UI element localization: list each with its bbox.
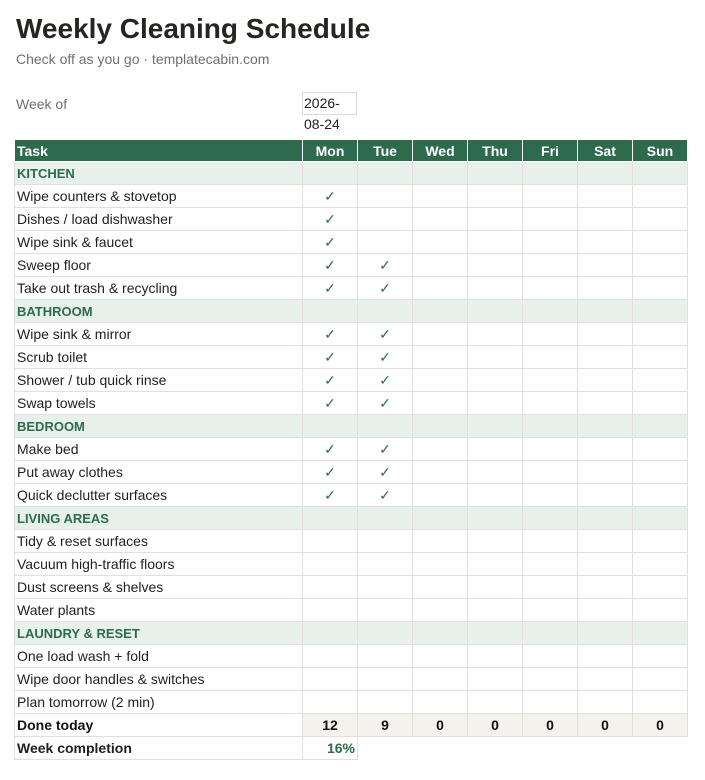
task-label: Sweep floor xyxy=(15,254,303,277)
check-cell-sun[interactable] xyxy=(633,369,688,392)
day-header-fri: Fri xyxy=(523,140,578,162)
day-header-wed: Wed xyxy=(413,140,468,162)
task-row xyxy=(15,438,688,461)
check-cell-tue[interactable] xyxy=(358,208,413,231)
check-cell-tue[interactable] xyxy=(358,392,413,415)
section-cell xyxy=(413,162,468,185)
done-count-fri: 0 xyxy=(523,714,578,737)
checkmark-icon: ✓ xyxy=(324,187,336,204)
check-cell-wed[interactable] xyxy=(413,185,468,208)
task-row xyxy=(15,323,688,346)
section-cell xyxy=(413,622,468,645)
check-cell-tue[interactable] xyxy=(358,185,413,208)
check-cell-thu[interactable] xyxy=(468,231,523,254)
section-cell xyxy=(303,415,358,438)
check-cell-thu[interactable] xyxy=(468,553,523,576)
check-cell-tue[interactable] xyxy=(358,461,413,484)
done-count-sun: 0 xyxy=(633,714,688,737)
check-cell-tue[interactable] xyxy=(358,346,413,369)
checkmark-icon: ✓ xyxy=(379,348,391,365)
check-cell-wed[interactable] xyxy=(413,346,468,369)
day-header-sat: Sat xyxy=(578,140,633,162)
check-cell-fri[interactable] xyxy=(523,254,578,277)
task-label: One load wash + fold xyxy=(15,645,303,668)
check-cell-sun[interactable] xyxy=(633,438,688,461)
done-today-label: Done today xyxy=(15,714,303,737)
section-cell xyxy=(413,415,468,438)
week-completion-label: Week completion xyxy=(15,737,303,760)
check-cell-sat[interactable] xyxy=(578,691,633,714)
schedule-body xyxy=(15,162,688,714)
check-cell-tue[interactable] xyxy=(358,369,413,392)
check-cell-sun[interactable] xyxy=(633,576,688,599)
check-cell-sat[interactable] xyxy=(578,369,633,392)
checkmark-icon: ✓ xyxy=(324,279,336,296)
done-count-thu: 0 xyxy=(468,714,523,737)
check-cell-thu[interactable] xyxy=(468,438,523,461)
checkmark-icon: ✓ xyxy=(324,394,336,411)
check-cell-mon[interactable] xyxy=(303,645,358,668)
check-cell-fri[interactable] xyxy=(523,208,578,231)
check-cell-mon[interactable] xyxy=(303,369,358,392)
task-row xyxy=(15,392,688,415)
check-cell-fri[interactable] xyxy=(523,185,578,208)
check-cell-sat[interactable] xyxy=(578,438,633,461)
check-cell-sat[interactable] xyxy=(578,530,633,553)
task-label: Wipe counters & stovetop xyxy=(15,185,303,208)
check-cell-wed[interactable] xyxy=(413,208,468,231)
check-cell-mon[interactable] xyxy=(303,599,358,622)
checkmark-icon: ✓ xyxy=(324,486,336,503)
check-cell-wed[interactable] xyxy=(413,553,468,576)
section-cell xyxy=(468,300,523,323)
schedule-table xyxy=(14,139,688,760)
check-cell-wed[interactable] xyxy=(413,438,468,461)
section-title: KITCHEN xyxy=(15,162,303,185)
check-cell-fri[interactable] xyxy=(523,553,578,576)
check-cell-tue[interactable] xyxy=(358,254,413,277)
check-cell-fri[interactable] xyxy=(523,530,578,553)
check-cell-sat[interactable] xyxy=(578,277,633,300)
check-cell-sun[interactable] xyxy=(633,323,688,346)
check-cell-mon[interactable] xyxy=(303,530,358,553)
week-label: Week of xyxy=(16,96,68,112)
task-row xyxy=(15,254,688,277)
header-row xyxy=(15,140,688,162)
task-row xyxy=(15,484,688,507)
section-cell xyxy=(468,622,523,645)
task-label: Take out trash & recycling xyxy=(15,277,303,300)
section-cell xyxy=(633,415,688,438)
check-cell-fri[interactable] xyxy=(523,346,578,369)
check-cell-sun[interactable] xyxy=(633,461,688,484)
check-cell-tue[interactable] xyxy=(358,323,413,346)
section-cell xyxy=(358,507,413,530)
check-cell-thu[interactable] xyxy=(468,346,523,369)
task-label: Plan tomorrow (2 min) xyxy=(15,691,303,714)
check-cell-thu[interactable] xyxy=(468,254,523,277)
check-cell-tue[interactable] xyxy=(358,645,413,668)
task-row xyxy=(15,576,688,599)
check-cell-sat[interactable] xyxy=(578,392,633,415)
task-row xyxy=(15,530,688,553)
section-row xyxy=(15,162,688,185)
check-cell-wed[interactable] xyxy=(413,277,468,300)
week-date-cell[interactable]: 2026-08-24 xyxy=(302,92,357,115)
task-label: Wipe door handles & switches xyxy=(15,668,303,691)
check-cell-mon[interactable] xyxy=(303,392,358,415)
day-header-sun: Sun xyxy=(633,140,688,162)
task-row xyxy=(15,231,688,254)
section-cell xyxy=(468,415,523,438)
check-cell-tue[interactable] xyxy=(358,553,413,576)
check-cell-wed[interactable] xyxy=(413,369,468,392)
check-cell-wed[interactable] xyxy=(413,231,468,254)
check-cell-fri[interactable] xyxy=(523,392,578,415)
day-header-mon: Mon xyxy=(303,140,358,162)
check-cell-sat[interactable] xyxy=(578,323,633,346)
section-cell xyxy=(358,415,413,438)
check-cell-mon[interactable] xyxy=(303,254,358,277)
check-cell-thu[interactable] xyxy=(468,369,523,392)
task-label: Vacuum high-traffic floors xyxy=(15,553,303,576)
check-cell-sun[interactable] xyxy=(633,484,688,507)
check-cell-thu[interactable] xyxy=(468,668,523,691)
check-cell-thu[interactable] xyxy=(468,576,523,599)
check-cell-sun[interactable] xyxy=(633,277,688,300)
section-cell xyxy=(523,162,578,185)
checkmark-icon: ✓ xyxy=(324,348,336,365)
task-label: Water plants xyxy=(15,599,303,622)
check-cell-sun[interactable] xyxy=(633,691,688,714)
checkmark-icon: ✓ xyxy=(324,371,336,388)
check-cell-wed[interactable] xyxy=(413,668,468,691)
check-cell-fri[interactable] xyxy=(523,668,578,691)
section-cell xyxy=(468,162,523,185)
section-cell xyxy=(523,507,578,530)
check-cell-thu[interactable] xyxy=(468,208,523,231)
section-cell xyxy=(358,300,413,323)
check-cell-wed[interactable] xyxy=(413,530,468,553)
check-cell-sun[interactable] xyxy=(633,668,688,691)
check-cell-thu[interactable] xyxy=(468,461,523,484)
check-cell-wed[interactable] xyxy=(413,323,468,346)
check-cell-sun[interactable] xyxy=(633,208,688,231)
check-cell-sun[interactable] xyxy=(633,645,688,668)
task-row xyxy=(15,461,688,484)
section-row xyxy=(15,507,688,530)
task-label: Quick declutter surfaces xyxy=(15,484,303,507)
check-cell-fri[interactable] xyxy=(523,438,578,461)
checkmark-icon: ✓ xyxy=(379,256,391,273)
checkmark-icon: ✓ xyxy=(379,486,391,503)
checkmark-icon: ✓ xyxy=(379,440,391,457)
task-row xyxy=(15,369,688,392)
task-label: Shower / tub quick rinse xyxy=(15,369,303,392)
page-title: Weekly Cleaning Schedule xyxy=(16,13,371,44)
check-cell-thu[interactable] xyxy=(468,530,523,553)
check-cell-fri[interactable] xyxy=(523,484,578,507)
section-cell xyxy=(578,415,633,438)
task-column-header: Task xyxy=(15,140,303,162)
section-cell xyxy=(303,162,358,185)
check-cell-sat[interactable] xyxy=(578,645,633,668)
section-cell xyxy=(633,162,688,185)
section-cell xyxy=(633,300,688,323)
check-cell-sun[interactable] xyxy=(633,185,688,208)
check-cell-thu[interactable] xyxy=(468,691,523,714)
checkmark-icon: ✓ xyxy=(379,394,391,411)
check-cell-wed[interactable] xyxy=(413,691,468,714)
check-cell-thu[interactable] xyxy=(468,392,523,415)
check-cell-mon[interactable] xyxy=(303,231,358,254)
check-cell-thu[interactable] xyxy=(468,645,523,668)
check-cell-sat[interactable] xyxy=(578,208,633,231)
check-cell-sat[interactable] xyxy=(578,231,633,254)
check-cell-sat[interactable] xyxy=(578,484,633,507)
check-cell-sun[interactable] xyxy=(633,346,688,369)
check-cell-tue[interactable] xyxy=(358,438,413,461)
check-cell-sat[interactable] xyxy=(578,185,633,208)
section-cell xyxy=(633,622,688,645)
task-label: Dishes / load dishwasher xyxy=(15,208,303,231)
check-cell-sun[interactable] xyxy=(633,231,688,254)
check-cell-mon[interactable] xyxy=(303,346,358,369)
week-completion-value: 16% xyxy=(303,737,358,760)
done-count-wed: 0 xyxy=(413,714,468,737)
section-title: LAUNDRY & RESET xyxy=(15,622,303,645)
check-cell-sat[interactable] xyxy=(578,254,633,277)
section-title: BATHROOM xyxy=(15,300,303,323)
check-cell-mon[interactable] xyxy=(303,668,358,691)
check-cell-fri[interactable] xyxy=(523,599,578,622)
check-cell-sun[interactable] xyxy=(633,392,688,415)
task-label: Wipe sink & faucet xyxy=(15,231,303,254)
section-cell xyxy=(413,507,468,530)
task-label: Scrub toilet xyxy=(15,346,303,369)
check-cell-thu[interactable] xyxy=(468,323,523,346)
check-cell-fri[interactable] xyxy=(523,576,578,599)
check-cell-tue[interactable] xyxy=(358,691,413,714)
section-cell xyxy=(303,507,358,530)
section-cell xyxy=(523,622,578,645)
check-cell-sat[interactable] xyxy=(578,346,633,369)
check-cell-wed[interactable] xyxy=(413,576,468,599)
check-cell-mon[interactable] xyxy=(303,461,358,484)
check-cell-mon[interactable] xyxy=(303,323,358,346)
check-cell-thu[interactable] xyxy=(468,185,523,208)
section-cell xyxy=(358,162,413,185)
check-cell-fri[interactable] xyxy=(523,645,578,668)
section-cell xyxy=(413,300,468,323)
check-cell-sun[interactable] xyxy=(633,254,688,277)
checkmark-icon: ✓ xyxy=(379,371,391,388)
check-cell-sat[interactable] xyxy=(578,553,633,576)
check-cell-tue[interactable] xyxy=(358,484,413,507)
page-subtitle: Check off as you go · templatecabin.com xyxy=(16,51,270,67)
check-cell-sat[interactable] xyxy=(578,668,633,691)
checkmark-icon: ✓ xyxy=(324,256,336,273)
week-completion-row xyxy=(15,737,688,760)
check-cell-mon[interactable] xyxy=(303,277,358,300)
section-row xyxy=(15,300,688,323)
section-cell xyxy=(523,415,578,438)
check-cell-mon[interactable] xyxy=(303,208,358,231)
task-label: Dust screens & shelves xyxy=(15,576,303,599)
section-cell xyxy=(303,622,358,645)
check-cell-wed[interactable] xyxy=(413,461,468,484)
check-cell-mon[interactable] xyxy=(303,576,358,599)
check-cell-wed[interactable] xyxy=(413,484,468,507)
check-cell-sun[interactable] xyxy=(633,599,688,622)
check-cell-mon[interactable] xyxy=(303,553,358,576)
check-cell-wed[interactable] xyxy=(413,254,468,277)
checkmark-icon: ✓ xyxy=(324,325,336,342)
check-cell-wed[interactable] xyxy=(413,645,468,668)
checkmark-icon: ✓ xyxy=(379,463,391,480)
check-cell-wed[interactable] xyxy=(413,599,468,622)
section-cell xyxy=(578,162,633,185)
check-cell-sat[interactable] xyxy=(578,461,633,484)
task-label: Tidy & reset surfaces xyxy=(15,530,303,553)
check-cell-tue[interactable] xyxy=(358,277,413,300)
task-row xyxy=(15,668,688,691)
task-row xyxy=(15,691,688,714)
check-cell-sun[interactable] xyxy=(633,553,688,576)
check-cell-fri[interactable] xyxy=(523,231,578,254)
checkmark-icon: ✓ xyxy=(379,325,391,342)
task-row xyxy=(15,553,688,576)
check-cell-sat[interactable] xyxy=(578,576,633,599)
section-cell xyxy=(633,507,688,530)
check-cell-thu[interactable] xyxy=(468,484,523,507)
task-label: Put away clothes xyxy=(15,461,303,484)
check-cell-sun[interactable] xyxy=(633,530,688,553)
check-cell-mon[interactable] xyxy=(303,691,358,714)
check-cell-fri[interactable] xyxy=(523,461,578,484)
section-row xyxy=(15,622,688,645)
task-row xyxy=(15,346,688,369)
day-header-tue: Tue xyxy=(358,140,413,162)
checkmark-icon: ✓ xyxy=(324,440,336,457)
task-row xyxy=(15,599,688,622)
day-header-thu: Thu xyxy=(468,140,523,162)
checkmark-icon: ✓ xyxy=(324,233,336,250)
task-row xyxy=(15,645,688,668)
section-cell xyxy=(578,300,633,323)
task-label: Make bed xyxy=(15,438,303,461)
check-cell-mon[interactable] xyxy=(303,438,358,461)
checkmark-icon: ✓ xyxy=(379,279,391,296)
section-row xyxy=(15,415,688,438)
task-row xyxy=(15,185,688,208)
task-row xyxy=(15,208,688,231)
check-cell-fri[interactable] xyxy=(523,691,578,714)
check-cell-sat[interactable] xyxy=(578,599,633,622)
check-cell-tue[interactable] xyxy=(358,231,413,254)
check-cell-tue[interactable] xyxy=(358,599,413,622)
task-label: Swap towels xyxy=(15,392,303,415)
section-cell xyxy=(523,300,578,323)
done-count-sat: 0 xyxy=(578,714,633,737)
check-cell-tue[interactable] xyxy=(358,668,413,691)
checkmark-icon: ✓ xyxy=(324,463,336,480)
done-today-row xyxy=(15,714,688,737)
task-label: Wipe sink & mirror xyxy=(15,323,303,346)
checkmark-icon: ✓ xyxy=(324,210,336,227)
check-cell-fri[interactable] xyxy=(523,277,578,300)
task-row xyxy=(15,277,688,300)
check-cell-tue[interactable] xyxy=(358,576,413,599)
check-cell-mon[interactable] xyxy=(303,185,358,208)
check-cell-thu[interactable] xyxy=(468,599,523,622)
check-cell-fri[interactable] xyxy=(523,323,578,346)
check-cell-wed[interactable] xyxy=(413,392,468,415)
check-cell-fri[interactable] xyxy=(523,369,578,392)
section-cell xyxy=(303,300,358,323)
section-cell xyxy=(358,622,413,645)
check-cell-thu[interactable] xyxy=(468,277,523,300)
section-cell xyxy=(578,622,633,645)
section-cell xyxy=(468,507,523,530)
check-cell-mon[interactable] xyxy=(303,484,358,507)
section-title: LIVING AREAS xyxy=(15,507,303,530)
done-count-mon: 12 xyxy=(303,714,358,737)
check-cell-tue[interactable] xyxy=(358,530,413,553)
done-count-tue: 9 xyxy=(358,714,413,737)
section-cell xyxy=(578,507,633,530)
section-title: BEDROOM xyxy=(15,415,303,438)
blank-area xyxy=(358,737,688,760)
